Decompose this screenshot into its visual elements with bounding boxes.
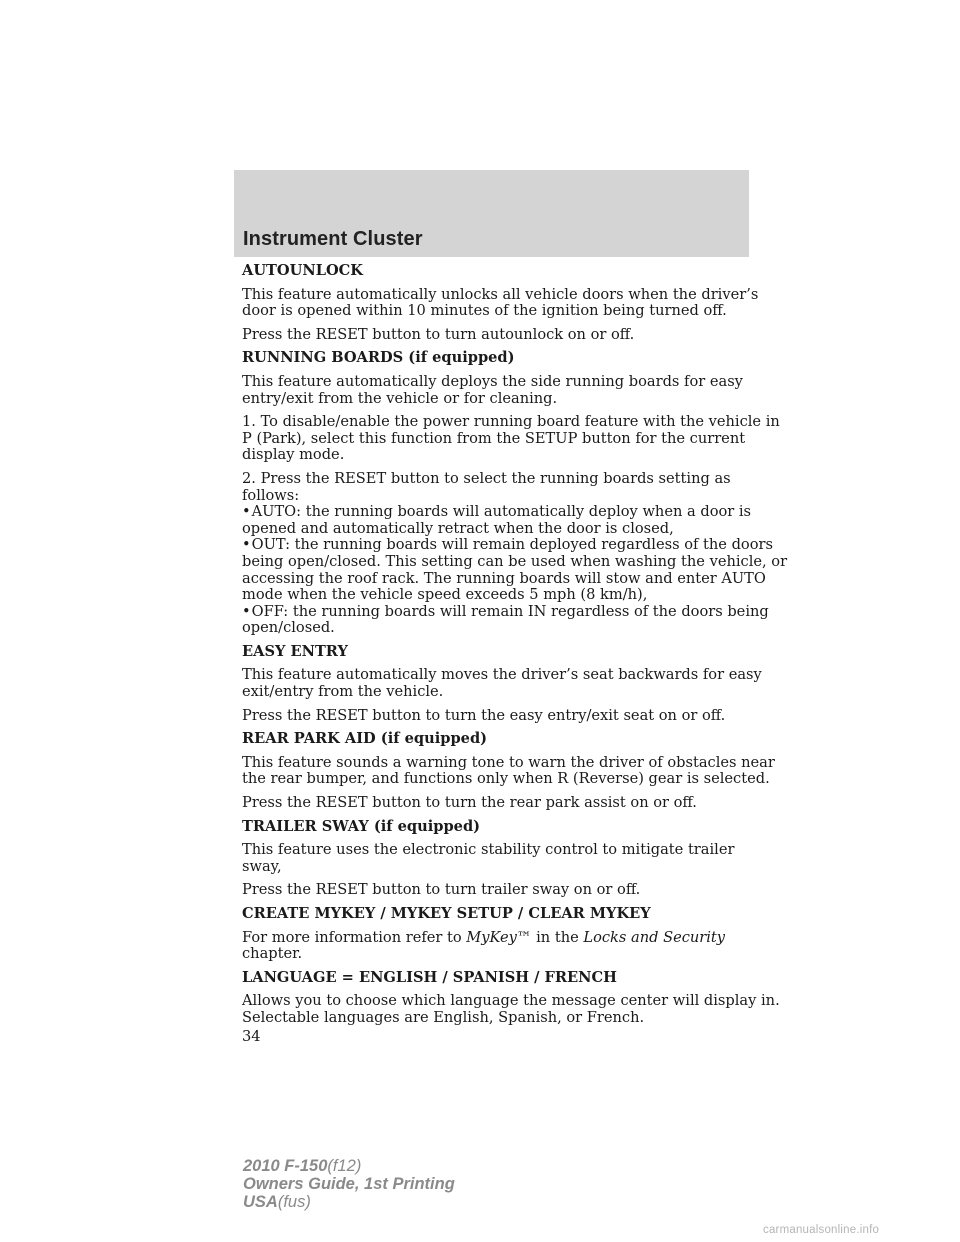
- page-number: 34: [242, 1028, 261, 1045]
- text-line: display mode.: [242, 446, 345, 464]
- heading-mykey: CREATE MYKEY / MYKEY SETUP / CLEAR MYKEY: [242, 905, 651, 922]
- heading-rear-park-aid: REAR PARK AID (if equipped): [242, 730, 488, 748]
- footer-model: 2010 F-150: [243, 1157, 328, 1175]
- text-line: accessing the roof rack. The running boards will stow and enter AUTO: [242, 569, 766, 587]
- footer-guide: Owners Guide, 1st Printing: [243, 1175, 455, 1193]
- text-line: This feature automatically moves the driver’s seat backwards for easy: [242, 666, 762, 684]
- footer-line-region: [243, 1193, 455, 1211]
- heading-running-boards: RUNNING BOARDS (if equipped): [242, 349, 515, 367]
- text-line: being open/closed. This setting can be used when washing the vehicle, or: [242, 552, 788, 570]
- text-line: follows:: [242, 486, 300, 504]
- site-watermark: carmanualsonline.info: [763, 1224, 880, 1236]
- bullet-text: AUTO: the running boards will automatically deploy when a door is: [251, 503, 752, 521]
- easy-entry-description: [242, 667, 762, 700]
- text-line: exit/entry from the vehicle.: [242, 683, 444, 701]
- section-header-band: [234, 170, 749, 257]
- autounlock-description: [242, 287, 762, 320]
- running-boards-description: [242, 374, 762, 407]
- language-description: [242, 992, 780, 1026]
- heading-autounlock: AUTOUNLOCK: [242, 262, 363, 279]
- reference-prefix: For more information refer to: [242, 928, 467, 946]
- text-line: 1. To disable/enable the power running board feature with the vehicle in: [242, 413, 780, 431]
- heading-easy-entry: EASY ENTRY: [242, 642, 348, 660]
- text-line: chapter.: [242, 945, 303, 963]
- bullet-out: [242, 536, 773, 554]
- text-line: the rear bumper, and functions only when R (Reverse) gear is selected.: [242, 770, 770, 788]
- text-line: open/closed.: [242, 619, 335, 637]
- reference-mid: in the: [531, 928, 584, 946]
- footer-model-code: (f12): [327, 1157, 362, 1175]
- bullet-text: OUT: the running boards will remain deployed regardless of the doors: [251, 536, 773, 554]
- mykey-reference-link: MyKey™: [466, 928, 532, 946]
- rear-park-aid-description: [242, 753, 775, 788]
- footer-region-code: (fus): [277, 1193, 311, 1211]
- heading-language: LANGUAGE = ENGLISH / SPANISH / FRENCH: [242, 968, 617, 986]
- text-line: 2. Press the RESET button to select the running boards setting as: [242, 469, 731, 487]
- running-boards-step-2: [242, 469, 788, 637]
- running-boards-step-1: [242, 413, 780, 464]
- bullet-icon: •: [242, 536, 251, 554]
- footer-region: USA: [243, 1193, 278, 1211]
- text-line: This feature sounds a warning tone to warn the driver of obstacles near: [242, 753, 775, 771]
- bullet-auto: [242, 504, 762, 521]
- easy-entry-instruction: Press the RESET button to turn the easy entry/exit seat on or off.: [242, 706, 726, 724]
- text-line: opened and automatically retract when the door is closed,: [242, 519, 674, 537]
- bullet-off: [242, 602, 769, 621]
- footer-line-model: [243, 1157, 455, 1175]
- text-line: entry/exit from the vehicle or for cleaning.: [242, 389, 558, 407]
- print-footer: [243, 1157, 455, 1211]
- text-line: Selectable languages are English, Spanish, or French.: [242, 1008, 645, 1026]
- mykey-reference: [242, 930, 762, 963]
- bullet-icon: •: [242, 503, 251, 521]
- section-title: Instrument Cluster: [243, 228, 423, 250]
- text-line: This feature automatically unlocks all vehicle doors when the driver’s: [242, 285, 759, 303]
- text-line: door is opened within 10 minutes of the ignition being turned off.: [242, 302, 727, 320]
- text-line: Allows you to choose which language the message center will display in.: [242, 992, 780, 1010]
- bullet-icon: •: [242, 602, 251, 620]
- rear-park-aid-instruction: Press the RESET button to turn the rear park assist on or off.: [242, 794, 697, 812]
- bullet-text: OFF: the running boards will remain IN regardless of the doors being: [251, 602, 769, 620]
- text-line: P (Park), select this function from the SETUP button for the current: [242, 429, 746, 447]
- autounlock-instruction: Press the RESET button to turn autounlock on or off.: [242, 325, 635, 343]
- page-content: [242, 262, 788, 1034]
- text-line: mode when the vehicle speed exceeds 5 mph (8 km/h),: [242, 586, 648, 604]
- trailer-sway-instruction: Press the RESET button to turn trailer sway on or off.: [242, 881, 641, 899]
- locks-security-chapter-reference: Locks and Security: [583, 928, 726, 946]
- text-line: This feature automatically deploys the side running boards for easy: [242, 372, 743, 390]
- trailer-sway-description: This feature uses the electronic stability control to mitigate trailer sway,: [242, 841, 735, 875]
- text-line: [242, 930, 762, 947]
- heading-trailer-sway: TRAILER SWAY (if equipped): [242, 817, 481, 835]
